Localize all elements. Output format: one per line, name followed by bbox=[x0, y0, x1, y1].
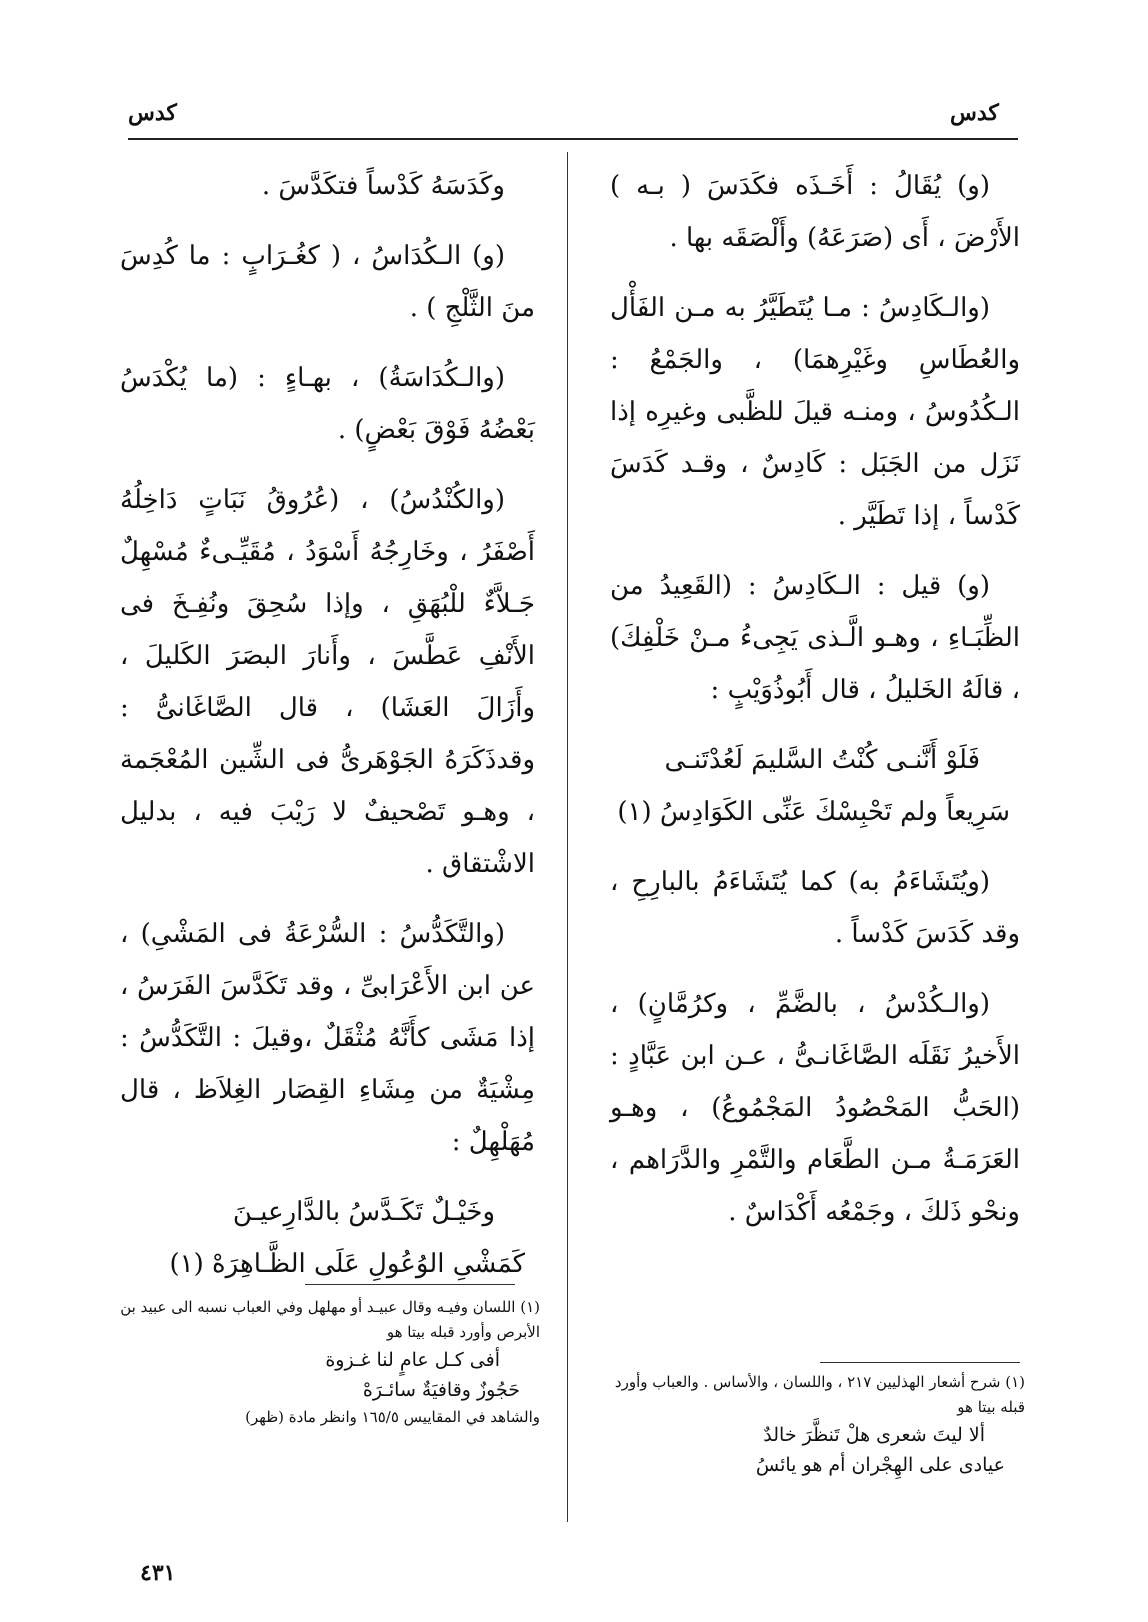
running-head-right: كدس bbox=[950, 100, 999, 126]
entry-paragraph: (والكُنْدُسُ) ، (عُرُوقُ نَبَاتٍ دَاخِلُهُ أَصْفَرُ ، وخَارِجُهُ أَسْوَدُ ، مُقَيِّـىءٌ مُسْهِلٌ جَـلاَّءٌ للْبُهَقِ ، وإذا سُحِقَ ونُفِـخَ فى الأَنْفِ عَطَّسَ ، وأَنارَ البصَرَ الكَليلَ ، وأَزَالَ العَشَا) ، قال الصَّاغَانىُّ : وقدذَكَرَهُ الجَوْهَرىُّ فى الشِّين المُعْجَمة ، وهـو تَصْحيفٌ لا رَيْبَ فيه ، بدليل الاشْتقاق . bbox=[120, 485, 535, 879]
running-head-left: كدس bbox=[128, 100, 177, 126]
column-divider bbox=[567, 152, 568, 1522]
footnote-left bbox=[120, 1295, 540, 1430]
poetry-verse bbox=[610, 734, 1020, 838]
footnote-text: (١) اللسان وفيـه وقال عبيـد أو مهلهل وفي العباب نسبه الى عبيد بن الأبرص وأورد قبله بيتا هو bbox=[120, 1298, 540, 1341]
entry-paragraph: (و) يُقَالُ : أَخَـذَه فكَدَسَ ( بـه ) الأَرْضَ ، أَى (صَرَعَهُ) وأَلْصَقَه بها . bbox=[610, 171, 1020, 253]
page-number: ٤٣١ bbox=[140, 1560, 176, 1586]
footnote-text: والشاهد في المقاييس ١٦٥/٥ وانظر مادة (ظهر) bbox=[245, 1408, 540, 1426]
footnote-verse: أفى كـل عامٍ لنا غـزوة bbox=[325, 1349, 500, 1371]
entry-paragraph: (و) الـكُدَاسُ ، ( كغُـرَابٍ : ما كُدِسَ منَ الثَّلْجِ ) . bbox=[120, 241, 535, 323]
footnote-rule-left bbox=[305, 1284, 515, 1285]
footnote-verse: ألا ليتَ شعرى هلْ تَنظَّرَ خالدٌ bbox=[763, 1424, 985, 1446]
entry-paragraph: (و) قيل : الـكَادِسُ : (القَعِيدُ من الظِّبَـاءِ ، وهـو الَّـذى يَجِىءُ مـنْ خَلْفِكَ) ، قالَهُ الخَليلُ ، قال أَبُوذُوَيْبٍ : bbox=[610, 571, 1020, 705]
left-column bbox=[120, 160, 535, 1308]
right-column bbox=[610, 160, 1020, 1256]
verse-line: وخَيْـلٌ تَكَـدَّسُ بالدَّارِعيـنَ bbox=[232, 1197, 495, 1227]
footnote-verse: عيادى على الهِجْران أم هو يائسُ bbox=[755, 1454, 1005, 1476]
entry-paragraph: (والـكُدْسُ ، بالضَّمِّ ، وكرُمَّانٍ) ، الأَخيرُ نَقَلَه الصَّاغَانـىُّ ، عـن ابن عَبَّادٍ : (الحَبُّ المَحْصُودُ المَجْمُوعُ) ، وهـو العَرَمَـةُ مـن الطَّعَام والتَّمْرِ والدَّرَاهم ، ونحْو ذَلكَ ، وجَمْعُه أَكْدَاسٌ . bbox=[610, 989, 1020, 1227]
entry-paragraph: (والتَّكَدُّسُ : السُّرْعَةُ فى المَشْىِ) ، عن ابن الأَعْرَابىِّ ، وقد تَكَدَّسَ الفَرَسُ ، إذا مَشَى كأَنَّهُ مُثْقَلٌ ،وقيلَ : التَّكَدُّسُ : مِشْيَةٌ من مِشَاءِ القِصَار الغِلاَظ ، قال مُهَلْهِلٌ : bbox=[120, 919, 535, 1157]
verse-line: فَلَوْ أَنَّنـى كُنْتُ السَّليمَ لَعُدْتَنـى bbox=[664, 745, 980, 775]
footnote-right bbox=[610, 1370, 1025, 1480]
footnote-text: (١) شرح أشعار الهذليين ٢١٧ ، واللسان ، والأساس . والعباب وأورد قبله بيتا هو bbox=[614, 1373, 1025, 1416]
footnote-verse: حَجُوزٌ وقافيَةٌ سائـرَهْ bbox=[362, 1379, 520, 1401]
entry-paragraph: وكَدَسَهُ كَدْساً فتكَدَّسَ . bbox=[261, 171, 505, 201]
header-rule bbox=[128, 138, 1018, 140]
entry-paragraph: (ويُتَشَاءَمُ به) كما يُتَشَاءَمُ بالبارِحِ ، وقد كَدَسَ كَدْساً . bbox=[610, 867, 1020, 949]
poetry-verse bbox=[120, 1186, 535, 1290]
entry-paragraph: (والـكَادِسُ : مـا يُتَطَيَّرُ به مـن الفَأْل والعُطَاسِ وغَيْرِهمَا) ، والجَمْعُ : الـكُدُوسُ ، ومنـه قيلَ للظَّبى وغيرِه إذا نَزَل من الجَبَل : كَادِسٌ ، وقـد كَدَسَ كَدْساً ، إذا تَطَيَّر . bbox=[610, 293, 1020, 531]
entry-paragraph: (والـكُدَاسَةُ) ، بهـاءٍ : (ما يُكْدَسُ بَعْضُهُ فَوْقَ بَعْضٍ) . bbox=[120, 363, 535, 445]
verse-line: كَمَشْىِ الوُعُولِ عَلَى الظَّـاهِرَهْ (١) bbox=[169, 1249, 525, 1279]
footnote-rule-right bbox=[820, 1362, 1020, 1363]
verse-line: سَرِيعاً ولم تَحْبِسْكَ عَنِّى الكَوَادِسُ (١) bbox=[617, 797, 1010, 827]
